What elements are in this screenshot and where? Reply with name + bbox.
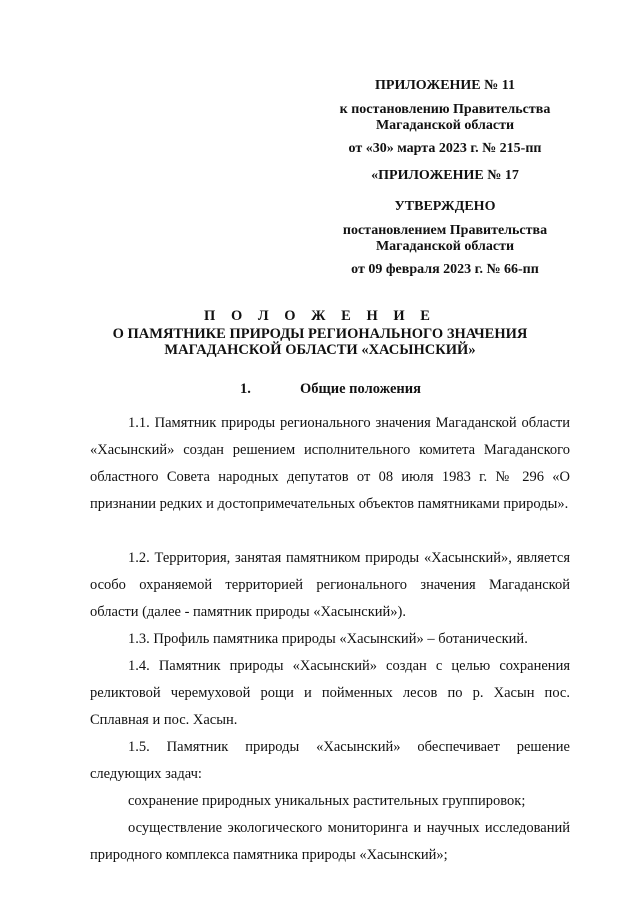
document-title: П О Л О Ж Е Н И Е bbox=[204, 308, 436, 324]
approved-title: УТВЕРЖДЕНО bbox=[394, 199, 496, 214]
appendix-line-3: от «30» марта 2023 г. № 215-пп bbox=[348, 141, 542, 156]
appendix-line-2: Магаданской области bbox=[375, 118, 515, 133]
document-heading bbox=[60, 308, 580, 358]
approved-line-1: постановлением Правительства bbox=[342, 223, 548, 238]
section-1-heading bbox=[240, 380, 421, 398]
paragraph-1-3: 1.3. Профиль памятника природы «Хасынский» – ботанический. bbox=[128, 631, 528, 647]
document-subtitle-line-1: О ПАМЯТНИКЕ ПРИРОДЫ РЕГИОНАЛЬНОГО ЗНАЧЕНИЯ bbox=[112, 326, 528, 342]
section-1-title: Общие положения bbox=[300, 381, 421, 397]
appendix-quoted-title: «ПРИЛОЖЕНИЕ № 17 bbox=[371, 168, 519, 183]
document-subtitle-line-2: МАГАДАНСКОЙ ОБЛАСТИ «ХАСЫНСКИЙ» bbox=[164, 342, 476, 358]
paragraph-1-2: 1.2. Территория, занятая памятником природы «Хасынский», является особо охраняемой территорией регионального значения Магаданской области (далее - памятник природы «Хасынский»). bbox=[90, 550, 570, 620]
paragraph-1-5: 1.5. Памятник природы «Хасынский» обеспечивает решение следующих задач: bbox=[90, 739, 570, 782]
task-item-2: осуществление экологического мониторинга и научных исследований природного комплекса памятника природы «Хасынский»; bbox=[90, 820, 570, 863]
appendix-quoted-header bbox=[320, 168, 570, 184]
section-1-number: 1. bbox=[240, 381, 251, 397]
task-item-1: сохранение природных уникальных растительных группировок; bbox=[128, 793, 526, 809]
appendix-header bbox=[320, 78, 570, 157]
appendix-line-1: к постановлению Правительства bbox=[339, 102, 551, 117]
paragraph-1-4: 1.4. Памятник природы «Хасынский» создан с целью сохранения реликтовой черемуховой рощи и пойменных лесов по р. Хасын пос. Сплавная и пос. Хасын. bbox=[90, 658, 570, 728]
paragraph-1-1: 1.1. Памятник природы регионального значения Магаданской области «Хасынский» создан решением исполнительного комитета Магаданского областного Совета народных депутатов от 08 июля 1983 г. № 296 «О признании редких и достопримечательных объектов памятниками природы». bbox=[90, 415, 570, 512]
appendix-title: ПРИЛОЖЕНИЕ № 11 bbox=[375, 78, 515, 93]
approved-line-3: от 09 февраля 2023 г. № 66-пп bbox=[351, 262, 539, 277]
approved-line-2: Магаданской области bbox=[375, 239, 515, 254]
approved-header bbox=[320, 199, 570, 278]
